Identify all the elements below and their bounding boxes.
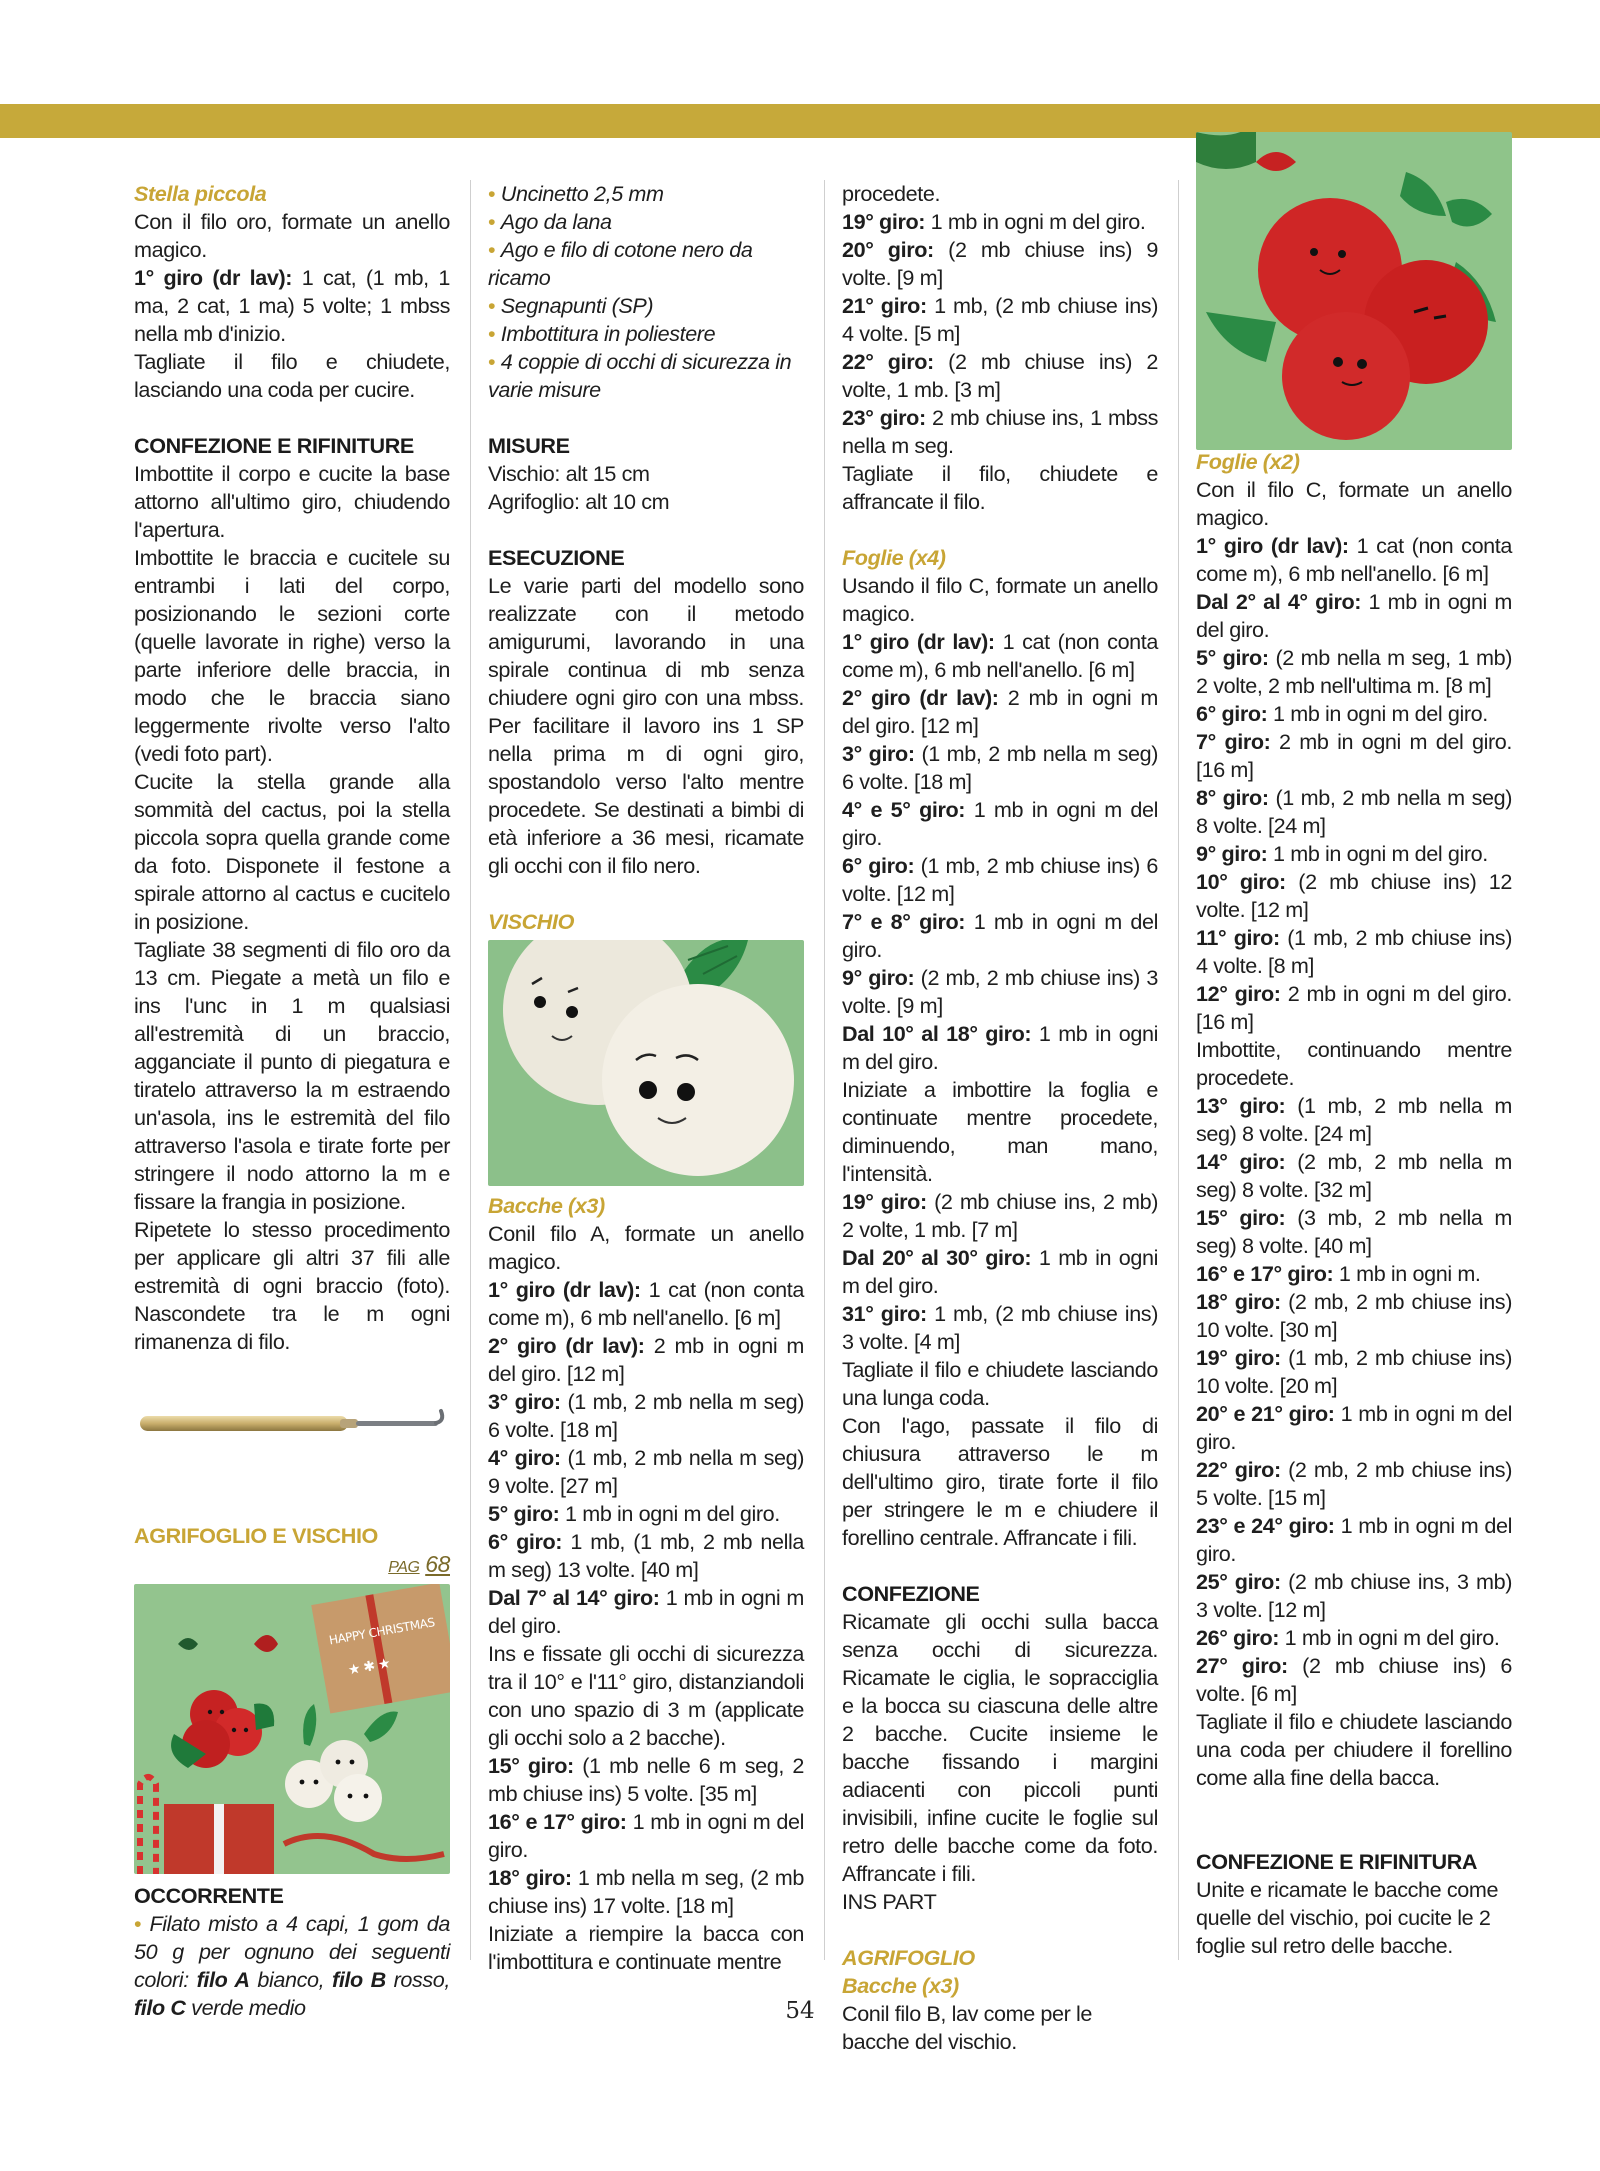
round-instruction: 1 mb in ogni m del giro. (842, 1245, 1158, 1298)
round-label: 1° giro (dr lav): (488, 1277, 641, 1302)
round-label: 2° giro (dr lav): (488, 1333, 645, 1358)
paragraph (842, 740, 1158, 796)
round-instruction: 1 mb, (2 mb chiuse ins) 4 volte. [5 m] (842, 293, 1158, 346)
paragraph: Tagliate il filo e chiudete, lasciando una coda per cucire. (134, 349, 450, 402)
paragraph (488, 1584, 804, 1640)
round-instruction: 1 mb in ogni m. (1333, 1261, 1481, 1286)
round-instruction: (3 mb, 2 mb nella m seg) 8 volte. [40 m] (1196, 1205, 1513, 1258)
foglie-body (842, 572, 1158, 1552)
round-label: 21° giro: (842, 293, 927, 318)
round-instruction: 1 mb in ogni m del giro. (1196, 1401, 1512, 1454)
round-instruction: 1 mb in ogni m del giro. (1196, 589, 1512, 642)
round-instruction: (1 mb, 2 mb nella m seg) 8 volte. [24 m] (1196, 1093, 1513, 1146)
paragraph: Usando il filo C, formate un anello magico. (842, 573, 1158, 626)
round-label: 11° giro: (1196, 925, 1280, 950)
round-label: 22° giro: (1196, 1457, 1281, 1482)
material-item: • Imbottitura in poliestere (488, 320, 804, 348)
paragraph: Ripetete lo stesso procedimento per applicare gli altri 37 fili alle estremità di ogni braccio (foto). Nascondete tra le m ogni rimanenza di filo. (134, 1217, 450, 1354)
round-label: 25° giro: (1196, 1569, 1281, 1594)
round-label: 9° giro: (1196, 841, 1268, 866)
paragraph: Ricamate gli occhi sulla bacca senza occhi di sicurezza. Ricamate le ciglia, le sopracciglia e la bocca su ciascuna delle altre 2 bacche. Cucite insieme le bacche fissando i margini adiacenti con piccoli punti invisibili, infine cucite le foglie sul retro delle bacche come da foto. Affrancate i fili. (842, 1609, 1158, 1886)
paragraph (842, 796, 1158, 852)
round-instruction: (1 mb, 2 mb chiuse ins) 6 volte. [12 m] (842, 853, 1159, 906)
round-instruction: (2 mb, 2 mb nella m seg) 8 volte. [32 m] (1196, 1149, 1513, 1202)
rifinitura-body: Unite e ricamate le bacche come quelle del vischio, poi cucite le 2 foglie sul retro delle bacche. (1196, 1877, 1499, 1958)
round-label: 6° giro: (488, 1529, 563, 1554)
round-label: 4° e 5° giro: (842, 797, 966, 822)
round-label: 5° giro: (488, 1501, 560, 1526)
paragraph (488, 1388, 804, 1444)
column-3 (842, 180, 1158, 2056)
section-subtitle: Foglie (x4) (842, 545, 946, 570)
paragraph: Iniziate a imbottire la foglia e continuate mentre procedete, diminuendo, man mano, l'intensità. (842, 1077, 1158, 1186)
section-heading: MISURE (488, 433, 570, 458)
round-label: 6° giro: (842, 853, 915, 878)
crochet-hook-illustration (134, 1396, 450, 1452)
paragraph (488, 1752, 804, 1808)
round-label: 19° giro: (1196, 1345, 1281, 1370)
confezione-body (842, 1608, 1158, 1916)
round-label: 13° giro: (1196, 1093, 1286, 1118)
round-instruction: (1 mb, 2 mb nella m seg) 6 volte. [18 m] (488, 1389, 804, 1442)
section-title: Stella piccola (134, 181, 267, 206)
round-instruction: 2 mb chiuse ins, 1 mbss nella m seg. (842, 405, 1158, 458)
round-label: 18° giro: (1196, 1289, 1281, 1314)
paragraph (842, 964, 1158, 1020)
material-item: • Ago da lana (488, 208, 804, 236)
round-instruction: 1 mb in ogni m del giro. (1267, 701, 1488, 726)
column-2 (488, 180, 804, 1976)
round-label: 19° giro: (842, 1189, 927, 1214)
round-instruction: 1 mb in ogni m del giro. (842, 1021, 1158, 1074)
column-4 (1196, 448, 1512, 1960)
paragraph (488, 1500, 804, 1528)
paragraph: Agrifoglio: alt 10 cm (488, 489, 670, 514)
paragraph: procedete. (842, 181, 941, 206)
foglie-body (1196, 476, 1512, 1792)
round-label: 20° giro: (842, 237, 934, 262)
round-label: 7° e 8° giro: (842, 909, 966, 934)
round-instruction: 1 mb in ogni m del giro. (842, 797, 1159, 850)
round-label: 5° giro: (1196, 645, 1269, 670)
paragraph (842, 236, 1158, 292)
section-title: AGRIFOGLIO (842, 1945, 975, 1970)
paragraph: Cucite la stella grande alla sommità del cactus, poi la stella piccola sopra quella grande come da foto. Disponete il festone a spirale attorno al cactus e cucitelo in posizione. (134, 769, 450, 934)
round-instruction: (2 mb chiuse ins, 3 mb) 3 volte. [12 m] (1196, 1569, 1512, 1622)
paragraph: Conil filo A, formate un anello magico. (488, 1221, 804, 1274)
paragraph: Ins e fissate gli occhi di sicurezza tra il 10° e l'11° giro, distanziandoli con uno spazio di 3 m (applicate gli occhi solo a 2 bacche). (488, 1641, 804, 1750)
round-instruction: 1 mb, (1 mb, 2 mb nella m seg) 13 volte. [40 m] (488, 1529, 804, 1582)
agrifoglio-bacche-body: Conil filo B, lav come per le bacche del vischio. (842, 2001, 1093, 2054)
section-heading: CONFEZIONE (842, 1581, 980, 1606)
round-instruction: 1 mb in ogni m del giro. (925, 209, 1146, 234)
round-instruction: (1 mb nelle 6 m seg, 2 mb chiuse ins) 5 volte. [35 m] (488, 1753, 804, 1806)
pag-number: 68 (425, 1551, 450, 1577)
round-label: 15° giro: (488, 1753, 574, 1778)
round-instruction: (2 mb chiuse ins) 9 volte. [9 m] (842, 237, 1159, 290)
svg-text:★ ✱ ★: ★ ✱ ★ (346, 1654, 392, 1678)
holly-mistletoe-photo (134, 1584, 450, 1874)
round-label: 2° giro (dr lav): (842, 685, 999, 710)
round-label: 14° giro: (1196, 1149, 1286, 1174)
round-instruction: (1 mb, 2 mb chiuse ins) 10 volte. [20 m] (1196, 1345, 1512, 1398)
round-instruction: 1 mb in ogni m del giro. (559, 1501, 780, 1526)
round-instruction: 2 mb in ogni m del giro. [16 m] (1196, 981, 1512, 1034)
paragraph (842, 292, 1158, 348)
round-label: 1° giro (dr lav): (842, 629, 995, 654)
round-instruction: (2 mb, 2 mb chiuse ins) 5 volte. [15 m] (1196, 1457, 1512, 1510)
round-label: 31° giro: (842, 1301, 927, 1326)
paragraph: Imbottite il corpo e cucite la base attorno all'ultimo giro, chiudendo l'apertura. (134, 461, 450, 542)
round-label: 3° giro: (488, 1389, 561, 1414)
round-instruction: (2 mb chiuse ins, 2 mb) 2 volte, 1 mb. [7 m] (842, 1189, 1158, 1242)
round-label: 8° giro: (1196, 785, 1269, 810)
paragraph (1196, 1512, 1512, 1568)
paragraph (842, 1188, 1158, 1244)
page-reference (134, 1550, 450, 1582)
round-instruction: 1 mb, (2 mb chiuse ins) 3 volte. [4 m] (842, 1301, 1158, 1354)
section-subtitle: Bacche (x3) (842, 1973, 959, 1998)
paragraph (842, 628, 1158, 684)
round-label: 16° e 17° giro: (1196, 1261, 1334, 1286)
material-item: • Segnapunti (SP) (488, 292, 804, 320)
round-instruction: (2 mb chiuse ins) 12 volte. [12 m] (1196, 869, 1513, 922)
paragraph (842, 404, 1158, 460)
paragraph (842, 1244, 1158, 1300)
paragraph: Imbottite le braccia e cucitele su entrambi i lati del corpo, posizionando le sezioni corte (quelle lavorate in righe) verso la parte inferiore delle braccia, in modo che le braccia siano leggermente rivolte verso l'alto (vedi foto part). (134, 545, 450, 766)
paragraph (842, 1300, 1158, 1356)
paragraph (1196, 924, 1512, 980)
section-heading: CONFEZIONE E RIFINITURE (134, 433, 414, 458)
project-title: AGRIFOGLIO E VISCHIO (134, 1523, 378, 1548)
section-subtitle: Foglie (x2) (1196, 449, 1300, 474)
paragraph (1196, 1148, 1512, 1204)
esecuzione-body: Le varie parti del modello sono realizzate con il metodo amigurumi, lavorando in una spirale continua di mb senza chiudere ogni giro con una mbss. Per facilitare il lavoro ins 1 SP nella prima m di ogni giro, spostandolo verso l'alto mentre procedete. Se destinati a bimbi di età inferiore a 36 mesi, ricamate gli occhi con il filo nero. (488, 573, 804, 878)
paragraph (842, 908, 1158, 964)
round-instruction: 2 mb in ogni m del giro. [12 m] (842, 685, 1159, 738)
round-instruction: 2 mb in ogni m del giro. [12 m] (488, 1333, 805, 1386)
round-instruction: (1 mb, 2 mb nella m seg) 9 volte. [27 m] (488, 1445, 804, 1498)
paragraph (1196, 1092, 1512, 1148)
round-instruction: 1 mb in ogni m del giro. (1279, 1625, 1500, 1650)
pag-label: PAG (388, 1559, 420, 1576)
column-divider (824, 180, 825, 1960)
round-instruction: 1 mb nella m seg, (2 mb chiuse ins) 17 volte. [18 m] (488, 1865, 805, 1918)
mistletoe-photo (488, 940, 804, 1186)
paragraph (1196, 644, 1512, 700)
paragraph (842, 208, 1158, 236)
holly-photo (1196, 132, 1512, 450)
occorrente-item: • Filato misto a 4 capi, 1 gom da 50 g per ognuno dei seguenti colori: filo A bianco, filo B rosso, filo C verde medio (134, 1910, 450, 2022)
round-label: Dal 10° al 18° giro: (842, 1021, 1032, 1046)
round-label: Dal 20° al 30° giro: (842, 1245, 1032, 1270)
round-instruction: 1 mb in ogni m del giro. (488, 1585, 804, 1638)
round-instruction: 1 cat, (1 mb, 1 ma, 2 cat, 1 ma) 5 volte; 1 mbss nella mb d'inizio. (134, 265, 451, 346)
paragraph (842, 1020, 1158, 1076)
round-instruction: (2 mb chiuse ins) 6 volte. [6 m] (1196, 1653, 1513, 1706)
paragraph (1196, 1624, 1512, 1652)
round-label: 23° e 24° giro: (1196, 1513, 1335, 1538)
paragraph: Con il filo oro, formate un anello magico. (134, 209, 450, 262)
paragraph (1196, 840, 1512, 868)
paragraph: INS PART (842, 1889, 937, 1914)
round-instruction: (1 mb, 2 mb chiuse ins) 4 volte. [8 m] (1196, 925, 1512, 978)
round-label: 1° giro (dr lav): (1196, 533, 1349, 558)
materials-list (488, 180, 804, 404)
round-instruction: 2 mb in ogni m del giro. [16 m] (1196, 729, 1512, 782)
misure-list (488, 460, 804, 516)
paragraph (134, 264, 450, 348)
gift-box-text: HAPPY CHRISTMAS (327, 1615, 436, 1648)
round-label: 22° giro: (842, 349, 934, 374)
paragraph (842, 684, 1158, 740)
paragraph (1196, 1652, 1512, 1708)
paragraph (488, 1528, 804, 1584)
paragraph (488, 1864, 804, 1920)
paragraph (488, 1808, 804, 1864)
material-item: • Ago e filo di cotone nero da ricamo (488, 236, 804, 292)
paragraph (488, 1444, 804, 1500)
paragraph (842, 852, 1158, 908)
round-instruction: (2 mb, 2 mb chiuse ins) 10 volte. [30 m] (1196, 1289, 1512, 1342)
round-label: 18° giro: (488, 1865, 572, 1890)
paragraph: Tagliate il filo e chiudete lasciando una lunga coda. (842, 1357, 1158, 1410)
round-label: 15° giro: (1196, 1205, 1286, 1230)
round-label: 7° giro: (1196, 729, 1271, 754)
paragraph: Vischio: alt 15 cm (488, 461, 650, 486)
paragraph (1196, 1344, 1512, 1400)
round-instruction: 1 mb in ogni m del giro. (1196, 1513, 1512, 1566)
paragraph (1196, 1260, 1512, 1288)
round-instruction: 1 cat (non conta come m), 6 mb nell'anello. [6 m] (488, 1277, 805, 1330)
paragraph (488, 1332, 804, 1388)
paragraph (1196, 868, 1512, 924)
confezione-body (134, 460, 450, 1356)
paragraph (1196, 784, 1512, 840)
round-instruction: (2 mb chiuse ins) 2 volte, 1 mb. [3 m] (842, 349, 1159, 402)
round-label: 26° giro: (1196, 1625, 1280, 1650)
round-label: Dal 7° al 14° giro: (488, 1585, 660, 1610)
round-label: 3° giro: (842, 741, 915, 766)
section-subtitle: Bacche (x3) (488, 1193, 605, 1218)
paragraph: Tagliate il filo, chiudete e affrancate il filo. (842, 461, 1158, 514)
round-instruction: 1 mb in ogni m del giro. (842, 909, 1159, 962)
page-number: 54 (785, 1998, 815, 2024)
paragraph (1196, 532, 1512, 588)
material-item: • Uncinetto 2,5 mm (488, 180, 804, 208)
round-label: Dal 2° al 4° giro: (1196, 589, 1362, 614)
round-instruction: 1 mb in ogni m del giro. (1267, 841, 1488, 866)
round-label: 1° giro (dr lav): (134, 265, 293, 290)
section-heading: ESECUZIONE (488, 545, 625, 570)
paragraph (488, 1276, 804, 1332)
paragraph: Tagliate 38 segmenti di filo oro da 13 cm. Piegate a metà un filo e ins l'unc in 1 m qualsiasi all'estremità di un braccio, agganciate il punto di piegatura e tiratelo attraverso la m estraendo un'asola, ins le estremità del filo attraverso l'asola e tirate forte per stringere il nodo attorno la m e fissare la frangia in posizione. (134, 937, 450, 1214)
round-instruction: 1 cat (non conta come m), 6 mb nell'anello. [6 m] (1196, 533, 1513, 586)
section-title: VISCHIO (488, 909, 574, 934)
column-divider (470, 180, 471, 1960)
paragraph (1196, 980, 1512, 1036)
paragraph (1196, 1288, 1512, 1344)
paragraph (1196, 1400, 1512, 1456)
round-label: 4° giro: (488, 1445, 561, 1470)
paragraph (1196, 588, 1512, 644)
paragraph (1196, 1204, 1512, 1260)
round-label: 6° giro: (1196, 701, 1268, 726)
bacche-body (488, 1220, 804, 1976)
round-label: 23° giro: (842, 405, 926, 430)
material-item: • 4 coppie di occhi di sicurezza in varie misure (488, 348, 804, 404)
paragraph (1196, 1456, 1512, 1512)
round-label: 20° e 21° giro: (1196, 1401, 1335, 1426)
paragraph (1196, 1568, 1512, 1624)
column-1 (134, 180, 450, 2022)
round-label: 10° giro: (1196, 869, 1286, 894)
paragraph: Con il filo C, formate un anello magico. (1196, 477, 1512, 530)
round-label: 12° giro: (1196, 981, 1281, 1006)
paragraph (1196, 700, 1512, 728)
round-instruction: (2 mb nella m seg, 1 mb) 2 volte, 2 mb nell'ultima m. [8 m] (1196, 645, 1512, 698)
column-divider (1178, 180, 1179, 1960)
round-instruction: (1 mb, 2 mb nella m seg) 8 volte. [24 m] (1196, 785, 1512, 838)
round-instruction: (1 mb, 2 mb nella m seg) 6 volte. [18 m] (842, 741, 1158, 794)
paragraph: Imbottite, continuando mentre procedete. (1196, 1037, 1512, 1090)
bacche-continued (842, 180, 1158, 516)
paragraph (1196, 728, 1512, 784)
paragraph: Tagliate il filo e chiudete lasciando una coda per chiudere il forellino come alla fine della bacca. (1196, 1709, 1512, 1790)
section-heading: OCCORRENTE (134, 1883, 284, 1908)
round-instruction: (2 mb, 2 mb chiuse ins) 3 volte. [9 m] (842, 965, 1159, 1018)
round-label: 16° e 17° giro: (488, 1809, 627, 1834)
round-label: 9° giro: (842, 965, 915, 990)
round-label: 27° giro: (1196, 1653, 1288, 1678)
paragraph (842, 348, 1158, 404)
paragraph: Con l'ago, passate il filo di chiusura attraverso le m dell'ultimo giro, tirate forte il filo per stringere le m e chiudere il forellino centrale. Affrancate i fili. (842, 1413, 1158, 1550)
round-instruction: 1 cat (non conta come m), 6 mb nell'anello. [6 m] (842, 629, 1159, 682)
round-instruction: 1 mb in ogni m del giro. (488, 1809, 804, 1862)
round-label: 19° giro: (842, 209, 926, 234)
section-heading: CONFEZIONE E RIFINITURA (1196, 1849, 1478, 1874)
paragraph: Iniziate a riempire la bacca con l'imbottitura e continuate mentre (488, 1921, 804, 1974)
stella-body (134, 208, 450, 404)
